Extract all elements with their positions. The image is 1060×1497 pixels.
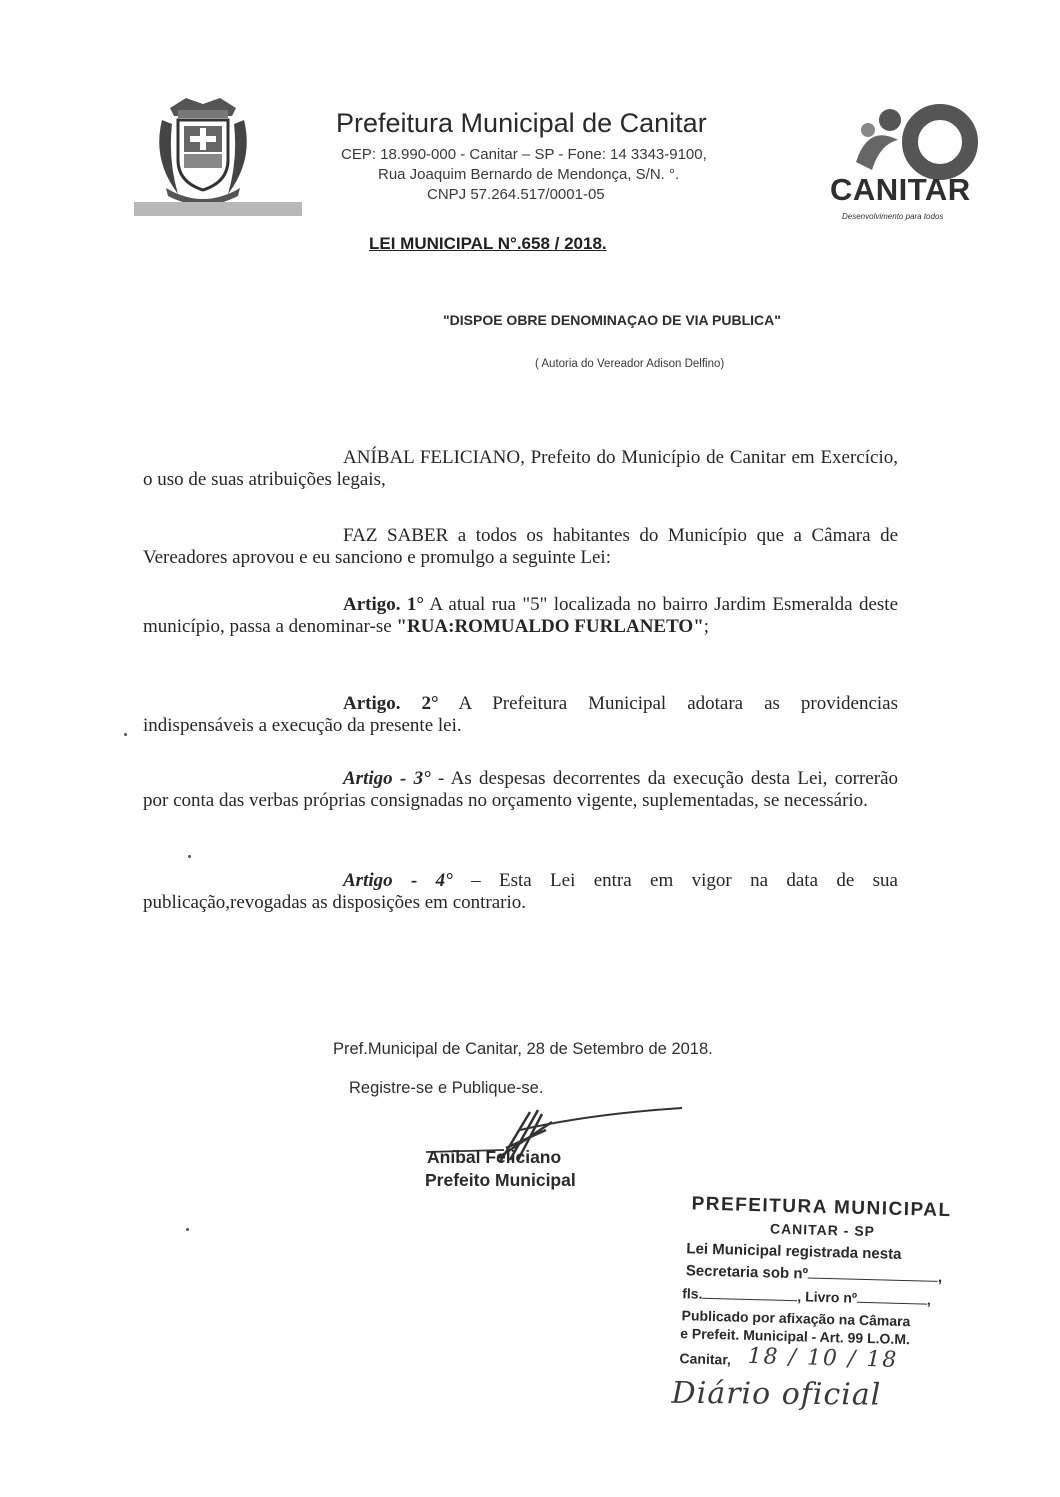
header-cnpj: CNPJ 57.264.517/0001-05 [427, 186, 605, 203]
crest-banner [134, 202, 302, 216]
stamp-blank [857, 1290, 927, 1305]
signer-name: Aníbal Feliciano [427, 1147, 562, 1167]
article-3 [143, 768, 898, 812]
logo-tagline: Desenvolvimento para todos [842, 212, 944, 221]
article-4-label: Artigo - 4° [343, 870, 453, 891]
preamble-paragraph: ANÍBAL FELICIANO, Prefeito do Município de Canitar em Exercício, o uso de suas atribuições legais, [143, 447, 898, 490]
article-1 [143, 594, 898, 638]
article-3-text: - As despesas decorrentes da execução desta Lei, correrão por conta das verbas próprias consignadas no orçamento vigente, suplementadas, se necessário. [143, 768, 899, 811]
article-1-text: A atual rua "5" localizada no bairro Jardim Esmeralda deste município, passa a denominar-se [143, 594, 899, 637]
stamp-line-7: e Prefeit. Municipal - Art. 99 L.O.M. [679, 1325, 911, 1348]
article-3-label: Artigo - 3° [343, 768, 431, 789]
stamp-blank [808, 1265, 938, 1281]
signer-role: Prefeito Municipal [425, 1170, 576, 1190]
article-1-label: Artigo. 1° [343, 594, 424, 615]
stamp-line-8: Canitar, [679, 1350, 732, 1368]
stamp-livro-label: , Livro nº [797, 1288, 858, 1306]
article-2-label: Artigo. 2° [343, 693, 439, 714]
scan-speck [124, 733, 127, 736]
law-title: LEI MUNICIPAL N°.658 / 2018. [369, 234, 607, 253]
stamp-fls-label: fls. [682, 1285, 703, 1302]
registration-stamp [669, 1188, 996, 1466]
law-ementa: "DISPOE OBRE DENOMINAÇAO DE VIA PUBLICA" [443, 312, 781, 328]
law-autoria: ( Autoria do Vereador Adison Delfino) [535, 358, 725, 370]
article-1-end: ; [703, 616, 710, 637]
coat-of-arms-icon [148, 90, 258, 210]
article-4 [143, 870, 898, 914]
article-1-street-name: "RUA:ROMUALDO FURLANETO" [396, 616, 704, 637]
article-2-text: A Prefeitura Municipal adotara as providencias indispensáveis a execução da presente lei. [143, 693, 899, 736]
header-address-line-2: Rua Joaquim Bernardo de Mendonça, S/N. °. [378, 166, 680, 183]
registre-publique: Registre-se e Publique-se. [349, 1079, 544, 1097]
scan-speck [186, 1228, 189, 1231]
stamp-line-1: PREFEITURA MUNICIPAL [691, 1193, 952, 1222]
stamp-handwritten-note: Diário oficial [671, 1375, 882, 1413]
stamp-handwritten-date: 18 / 10 / 18 [747, 1343, 899, 1373]
logo-wordmark: CANITAR [830, 172, 971, 207]
article-2 [143, 693, 898, 737]
scan-speck [188, 855, 191, 858]
faz-saber-paragraph: FAZ SABER a todos os habitantes do Município que a Câmara de Vereadores aprovou e eu sanciono e promulgo a seguinte Lei: [143, 525, 898, 568]
stamp-line-6: Publicado por afixação na Câmara [681, 1307, 911, 1330]
stamp-blank [702, 1286, 797, 1301]
stamp-line-5: fls. , Livro nº , [682, 1285, 932, 1308]
article-4-text: – Esta Lei entra em vigor na data de sua publicação,revogadas as disposições em contrario. [143, 870, 898, 913]
stamp-line-3: Lei Municipal registrada nesta [686, 1240, 902, 1263]
stamp-line-2: CANITAR - SP [769, 1220, 876, 1240]
header-address-line-1: CEP: 18.990-000 - Canitar – SP - Fone: 14 3343-9100, [341, 146, 707, 163]
stamp-secretaria-label: Secretaria sob nº [685, 1262, 809, 1283]
header-title: Prefeitura Municipal de Canitar [336, 108, 707, 138]
stamp-line-4: Secretaria sob nº , [685, 1262, 943, 1286]
place-and-date: Pref.Municipal de Canitar, 28 de Setembro de 2018. [333, 1040, 713, 1058]
